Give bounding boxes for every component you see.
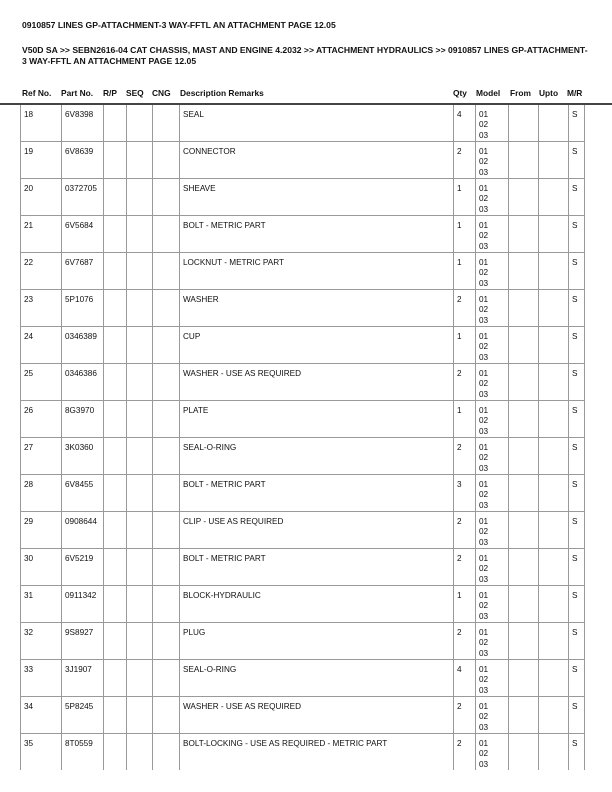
mr-cell: S [569,660,585,697]
model-code: 01 [479,295,489,304]
description-cell: CUP [180,327,454,364]
model-cell [476,105,509,142]
part-cell: 0911342 [62,586,104,623]
mr-cell: S [569,549,585,586]
upto-cell [539,216,569,253]
rp-cell [104,512,127,549]
description-cell: SEAL-O-RING [180,438,454,475]
upto-cell [539,475,569,512]
mr-cell: S [569,623,585,660]
model-code: 01 [479,739,489,748]
model-code: 02 [479,157,489,167]
header-mr: M/R [567,88,583,98]
seq-cell [127,660,153,697]
model-code: 03 [479,537,489,547]
from-cell [509,660,539,697]
model-code: 02 [479,305,489,315]
header-from: From [510,88,531,98]
model-code: 02 [479,564,489,574]
model-code: 02 [479,379,489,389]
model-code: 02 [479,601,489,611]
ref-cell: 28 [21,475,62,512]
table-row [21,438,585,475]
model-code: 02 [479,194,489,204]
header-cng: CNG [152,88,171,98]
seq-cell [127,697,153,734]
model-code: 02 [479,416,489,426]
cng-cell [153,438,180,475]
model-code: 02 [479,638,489,648]
model-code: 03 [479,685,489,695]
upto-cell [539,660,569,697]
rp-cell [104,401,127,438]
model-code: 01 [479,702,489,711]
mr-cell: S [569,105,585,142]
qty-cell: 1 [454,327,476,364]
breadcrumb: V50D SA >> SEBN2616-04 CAT CHASSIS, MAST AND ENGINE 4.2032 >> ATTACHMENT HYDRAULICS >> 0910857 LINES GP-ATTACHMENT-3 WAY-FFTL AN ATTACHMENT PAGE 12.05 [22,45,588,66]
header-rp: R/P [103,88,117,98]
ref-cell: 20 [21,179,62,216]
rp-cell [104,179,127,216]
mr-cell: S [569,438,585,475]
model-code: 01 [479,406,489,415]
rp-cell [104,364,127,401]
upto-cell [539,697,569,734]
description-cell: CONNECTOR [180,142,454,179]
part-cell: 0346386 [62,364,104,401]
from-cell [509,734,539,771]
seq-cell [127,586,153,623]
from-cell [509,512,539,549]
seq-cell [127,290,153,327]
upto-cell [539,549,569,586]
model-code: 03 [479,204,489,214]
model-code: 01 [479,443,489,452]
mr-cell: S [569,327,585,364]
mr-cell: S [569,179,585,216]
model-code: 02 [479,712,489,722]
ref-cell: 34 [21,697,62,734]
part-cell: 6V7687 [62,253,104,290]
header-qty: Qty [453,88,467,98]
model-cell [476,697,509,734]
model-cell [476,549,509,586]
upto-cell [539,179,569,216]
qty-cell: 4 [454,660,476,697]
ref-cell: 30 [21,549,62,586]
description-cell: LOCKNUT - METRIC PART [180,253,454,290]
part-cell: 0346389 [62,327,104,364]
cng-cell [153,290,180,327]
header-ref: Ref No. [22,88,52,98]
qty-cell: 4 [454,105,476,142]
ref-cell: 22 [21,253,62,290]
from-cell [509,142,539,179]
cng-cell [153,253,180,290]
seq-cell [127,512,153,549]
upto-cell [539,623,569,660]
model-code: 02 [479,120,489,130]
cng-cell [153,512,180,549]
part-cell: 6V8639 [62,142,104,179]
upto-cell [539,401,569,438]
part-cell: 3K0360 [62,438,104,475]
from-cell [509,475,539,512]
cng-cell [153,216,180,253]
model-code: 01 [479,258,489,267]
rp-cell [104,475,127,512]
part-cell: 0372705 [62,179,104,216]
from-cell [509,253,539,290]
description-cell: WASHER - USE AS REQUIRED [180,697,454,734]
table-row [21,512,585,549]
table-row [21,623,585,660]
qty-cell: 2 [454,549,476,586]
mr-cell: S [569,475,585,512]
model-cell [476,364,509,401]
rp-cell [104,623,127,660]
from-cell [509,586,539,623]
header-seq: SEQ [126,88,144,98]
rp-cell [104,142,127,179]
table-row [21,179,585,216]
model-code: 01 [479,184,489,193]
model-code: 02 [479,268,489,278]
table-row [21,734,585,771]
model-code: 03 [479,574,489,584]
rp-cell [104,549,127,586]
model-cell [476,253,509,290]
model-cell [476,216,509,253]
ref-cell: 19 [21,142,62,179]
page-title: 0910857 LINES GP-ATTACHMENT-3 WAY-FFTL AN ATTACHMENT PAGE 12.05 [22,20,336,30]
from-cell [509,697,539,734]
rp-cell [104,586,127,623]
seq-cell [127,401,153,438]
rp-cell [104,327,127,364]
ref-cell: 23 [21,290,62,327]
table-row [21,105,585,142]
mr-cell: S [569,364,585,401]
upto-cell [539,734,569,771]
qty-cell: 1 [454,586,476,623]
model-code: 03 [479,278,489,288]
model-code: 03 [479,463,489,473]
from-cell [509,327,539,364]
header-upto: Upto [539,88,559,98]
mr-cell: S [569,512,585,549]
model-code: 01 [479,628,489,637]
part-cell: 3J1907 [62,660,104,697]
rp-cell [104,105,127,142]
model-code: 01 [479,591,489,600]
model-cell [476,734,509,771]
part-cell: 5P1076 [62,290,104,327]
description-cell: SHEAVE [180,179,454,216]
rp-cell [104,734,127,771]
part-cell: 9S8927 [62,623,104,660]
model-code: 01 [479,332,489,341]
seq-cell [127,438,153,475]
cng-cell [153,179,180,216]
part-cell: 6V8398 [62,105,104,142]
ref-cell: 24 [21,327,62,364]
model-code: 01 [479,480,489,489]
parts-table [20,105,585,770]
description-cell: PLATE [180,401,454,438]
rp-cell [104,290,127,327]
description-cell: SEAL [180,105,454,142]
table-row [21,549,585,586]
model-code: 01 [479,221,489,230]
mr-cell: S [569,586,585,623]
from-cell [509,179,539,216]
description-cell: BOLT - METRIC PART [180,216,454,253]
table-row [21,216,585,253]
mr-cell: S [569,216,585,253]
seq-cell [127,179,153,216]
qty-cell: 1 [454,216,476,253]
model-cell [476,586,509,623]
model-code: 03 [479,500,489,510]
model-code: 02 [479,675,489,685]
model-code: 03 [479,648,489,658]
ref-cell: 25 [21,364,62,401]
model-code: 01 [479,554,489,563]
upto-cell [539,586,569,623]
table-row [21,142,585,179]
cng-cell [153,401,180,438]
mr-cell: S [569,697,585,734]
part-cell: 5P8245 [62,697,104,734]
seq-cell [127,253,153,290]
model-cell [476,142,509,179]
cng-cell [153,660,180,697]
model-code: 03 [479,352,489,362]
rp-cell [104,660,127,697]
description-cell: PLUG [180,623,454,660]
model-code: 03 [479,759,489,769]
header-part: Part No. [61,88,94,98]
upto-cell [539,105,569,142]
model-cell [476,475,509,512]
ref-cell: 21 [21,216,62,253]
seq-cell [127,216,153,253]
qty-cell: 2 [454,142,476,179]
model-code: 02 [479,453,489,463]
model-code: 03 [479,389,489,399]
model-code: 03 [479,315,489,325]
rp-cell [104,697,127,734]
model-code: 03 [479,167,489,177]
table-row [21,253,585,290]
qty-cell: 2 [454,364,476,401]
table-row [21,290,585,327]
header-desc: Description Remarks [180,88,264,98]
from-cell [509,290,539,327]
qty-cell: 1 [454,253,476,290]
model-code: 02 [479,490,489,500]
table-row [21,327,585,364]
cng-cell [153,142,180,179]
upto-cell [539,512,569,549]
seq-cell [127,142,153,179]
ref-cell: 33 [21,660,62,697]
model-code: 02 [479,749,489,759]
mr-cell: S [569,401,585,438]
qty-cell: 1 [454,179,476,216]
model-code: 03 [479,130,489,140]
table-row [21,586,585,623]
upto-cell [539,364,569,401]
model-cell [476,290,509,327]
qty-cell: 2 [454,512,476,549]
cng-cell [153,105,180,142]
qty-cell: 1 [454,401,476,438]
upto-cell [539,142,569,179]
part-cell: 0908644 [62,512,104,549]
qty-cell: 2 [454,290,476,327]
qty-cell: 2 [454,623,476,660]
rp-cell [104,438,127,475]
qty-cell: 2 [454,734,476,771]
model-code: 01 [479,110,489,119]
seq-cell [127,327,153,364]
mr-cell: S [569,253,585,290]
cng-cell [153,549,180,586]
cng-cell [153,623,180,660]
from-cell [509,623,539,660]
mr-cell: S [569,290,585,327]
part-cell: 8G3970 [62,401,104,438]
part-cell: 8T0559 [62,734,104,771]
description-cell: WASHER [180,290,454,327]
model-cell [476,512,509,549]
qty-cell: 2 [454,438,476,475]
ref-cell: 29 [21,512,62,549]
table-row [21,364,585,401]
description-cell: BLOCK-HYDRAULIC [180,586,454,623]
model-cell [476,623,509,660]
seq-cell [127,623,153,660]
ref-cell: 18 [21,105,62,142]
cng-cell [153,475,180,512]
model-cell [476,660,509,697]
ref-cell: 27 [21,438,62,475]
from-cell [509,549,539,586]
model-code: 03 [479,426,489,436]
model-code: 01 [479,665,489,674]
mr-cell: S [569,142,585,179]
cng-cell [153,327,180,364]
model-code: 03 [479,611,489,621]
cng-cell [153,697,180,734]
model-code: 01 [479,369,489,378]
from-cell [509,105,539,142]
table-row [21,401,585,438]
rp-cell [104,253,127,290]
seq-cell [127,364,153,401]
model-code: 03 [479,241,489,251]
part-cell: 6V5684 [62,216,104,253]
upto-cell [539,253,569,290]
qty-cell: 3 [454,475,476,512]
model-code: 03 [479,722,489,732]
from-cell [509,438,539,475]
description-cell: CLIP - USE AS REQUIRED [180,512,454,549]
description-cell: BOLT-LOCKING - USE AS REQUIRED - METRIC PART [180,734,454,771]
model-cell [476,438,509,475]
ref-cell: 35 [21,734,62,771]
seq-cell [127,549,153,586]
cng-cell [153,364,180,401]
table-row [21,697,585,734]
model-code: 02 [479,231,489,241]
header-model: Model [476,88,501,98]
ref-cell: 26 [21,401,62,438]
rp-cell [104,216,127,253]
part-cell: 6V5219 [62,549,104,586]
cng-cell [153,586,180,623]
model-cell [476,401,509,438]
table-row [21,660,585,697]
upto-cell [539,290,569,327]
ref-cell: 32 [21,623,62,660]
model-code: 01 [479,517,489,526]
seq-cell [127,734,153,771]
model-code: 02 [479,527,489,537]
description-cell: BOLT - METRIC PART [180,549,454,586]
qty-cell: 2 [454,697,476,734]
from-cell [509,364,539,401]
from-cell [509,401,539,438]
model-code: 01 [479,147,489,156]
part-cell: 6V8455 [62,475,104,512]
model-code: 02 [479,342,489,352]
description-cell: SEAL-O-RING [180,660,454,697]
cng-cell [153,734,180,771]
model-cell [476,179,509,216]
upto-cell [539,438,569,475]
ref-cell: 31 [21,586,62,623]
seq-cell [127,475,153,512]
mr-cell: S [569,734,585,771]
from-cell [509,216,539,253]
description-cell: WASHER - USE AS REQUIRED [180,364,454,401]
upto-cell [539,327,569,364]
model-cell [476,327,509,364]
table-row [21,475,585,512]
seq-cell [127,105,153,142]
description-cell: BOLT - METRIC PART [180,475,454,512]
